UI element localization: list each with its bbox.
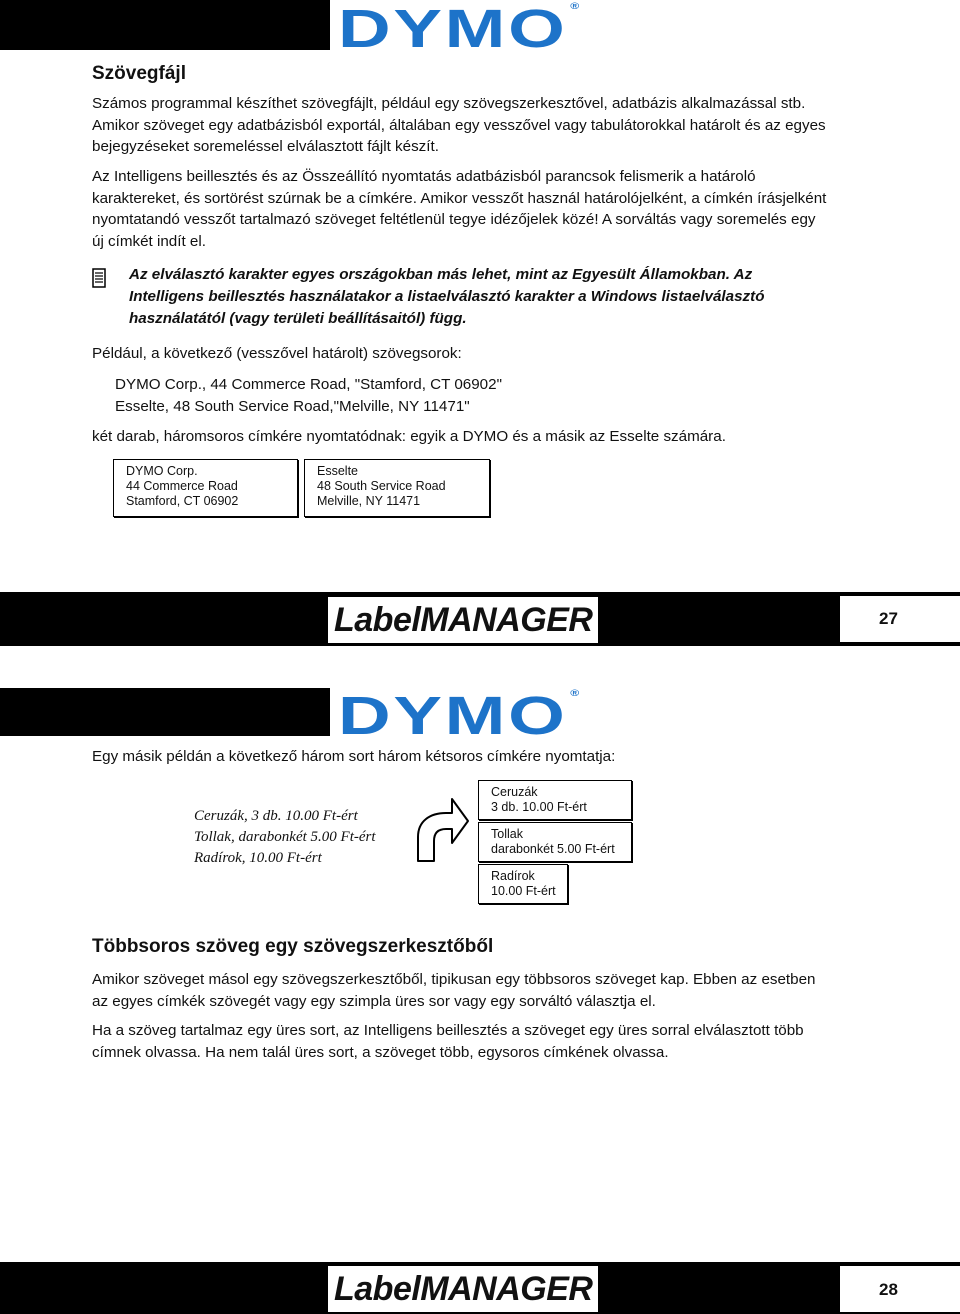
label-preview-pens: Tollak darabonkét 5.00 Ft-ért (478, 822, 632, 862)
page-number-box (840, 1266, 960, 1312)
paragraph-1: Számos programmal készíthet szövegfájlt, például egy szövegszerkesztővel, adatbázis alkalmazással stb. Amikor szöveget egy adatbázisból exportál, általában egy vesszővel vagy tabulátorokkal határolt és az egyes bejegyzéseket soremeléssel elválasztott fájlt készít. (92, 95, 826, 155)
header-bar (0, 688, 330, 736)
paragraph-4: Ha a szöveg tartalmaz egy üres sort, az Intelligens beillesztés a szöveget egy üres sorral elválasztott több címnek olvassa. Ha nem talál üres sort, a szöveget több, egysoros címkének olvassa. (92, 1022, 804, 1061)
paragraph-2: Az Intelligens beillesztés és az Összeállító nyomtatás adatbázisból parancsok felismerik a határoló karaktereket, és sortörést szúrnak be a címkére. Amikor vesszőt használ határolójelként, a címkén írásjelként nyomtatandó vesszőt tartalmazó szöveget feltétlenül tegye idézőjelek közé! A sorváltás vagy soremelés egy új címkét indít el. (92, 168, 827, 250)
label-preview-dymo: DYMO Corp. 44 Commerce Road Stamford, CT 06902 (113, 459, 298, 517)
example-intro-2: Egy másik példán a következő három sort három kétsoros címkére nyomtatja: (92, 748, 616, 765)
page-number: 28 (879, 1280, 898, 1299)
label-preview-erasers: Radírok 10.00 Ft-ért (478, 864, 568, 904)
labelmanager-logo: LabelMANAGER (328, 1266, 598, 1312)
page-number-box (840, 596, 960, 642)
note-icon (92, 268, 106, 288)
section-title: Szövegfájl (92, 63, 186, 84)
header-bar (0, 0, 330, 50)
source-lines: Ceruzák, 3 db. 10.00 Ft-ért Tollak, darabonkét 5.00 Ft-ért Radírok, 10.00 Ft-ért (194, 808, 376, 866)
curved-arrow-icon (412, 785, 472, 865)
example-intro: Például, a következő (vesszővel határolt) szövegsorok: (92, 345, 462, 362)
note-text: Az elválasztó karakter egyes országokban más lehet, mint az Egyesült Államokban. Az Intelligens beillesztés használatakor a listaelválasztó karakter a Windows listaelválasztó használatától (vagy területi beállításaitól) függ. (129, 266, 765, 327)
dymo-logo: DYMO ® (338, 686, 582, 746)
page-number: 27 (879, 609, 898, 628)
result-text: két darab, háromsoros címkére nyomtatódnak: egyik a DYMO és a másik az Esselte számára. (92, 428, 726, 445)
label-preview-pencils: Ceruzák 3 db. 10.00 Ft-ért (478, 780, 632, 820)
dymo-logo: DYMO ® (338, 0, 582, 59)
label-preview-esselte: Esselte 48 South Service Road Melville, NY 11471 (304, 459, 490, 517)
example-lines: DYMO Corp., 44 Commerce Road, "Stamford, CT 06902" Esselte, 48 South Service Road,"Melville, NY 11471" (115, 376, 502, 415)
paragraph-3: Amikor szöveget másol egy szövegszerkesztőből, tipikusan egy többsoros szöveget kap. Ebben az esetben az egyes címkék szövegét vagy egy szimpla üres sor vagy egy sorváltó választja el. (92, 971, 816, 1010)
section-title-2: Többsoros szöveg egy szövegszerkesztőből (92, 936, 494, 957)
labelmanager-logo: LabelMANAGER (328, 597, 598, 643)
